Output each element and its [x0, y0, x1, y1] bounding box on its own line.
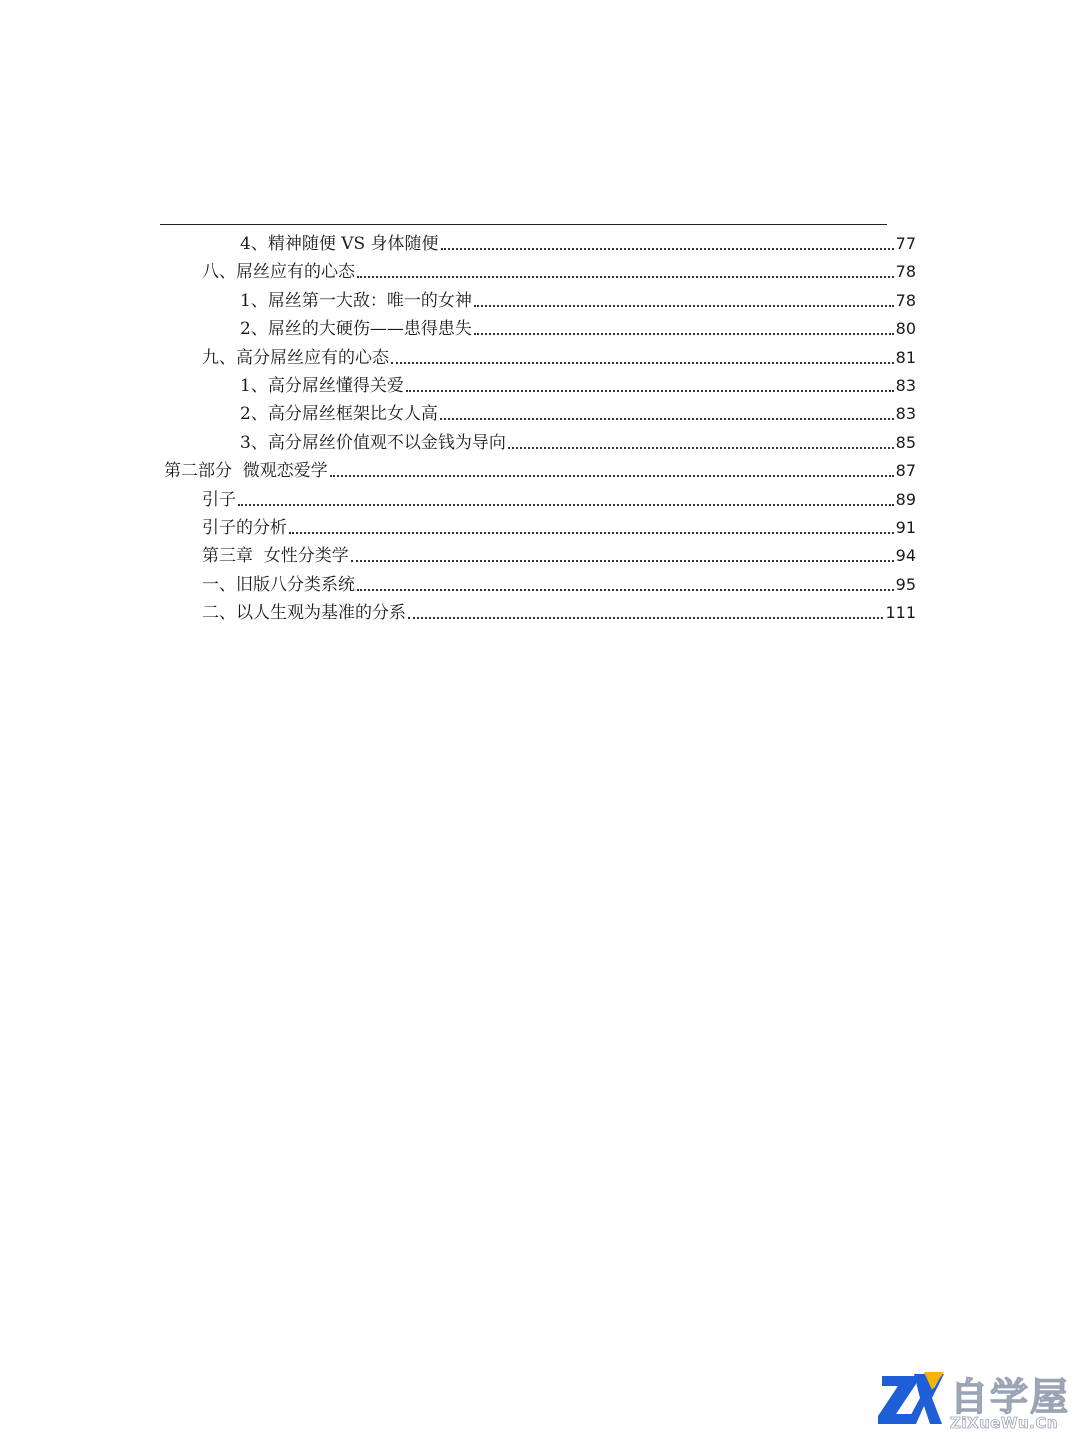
toc-dot-leader [289, 532, 894, 534]
toc-entry-page: 81 [895, 347, 916, 367]
toc-entry-label: 3、高分屌丝价值观不以金钱为导向 [240, 432, 506, 453]
toc-dot-leader [357, 589, 894, 591]
toc-entry-label: 一、旧版八分类系统 [202, 574, 355, 595]
toc-entry-label: 九、高分屌丝应有的心态 [202, 347, 389, 368]
toc-entry-label: 八、屌丝应有的心态 [202, 262, 355, 283]
toc-dot-leader [474, 333, 894, 335]
toc-entry-label: 第三章 女性分类学 [202, 546, 349, 567]
toc-entry-page: 83 [895, 404, 916, 424]
toc-entry-page: 77 [895, 234, 916, 253]
toc-dot-leader [440, 418, 894, 420]
watermark-site: ZiXueWu.Cn [950, 1414, 1059, 1432]
toc-entry [202, 596, 916, 624]
toc-entry-label: 1、高分屌丝懂得关爱 [240, 376, 404, 396]
toc-dot-leader [330, 475, 894, 477]
header-rule [160, 224, 887, 225]
toc-entry [202, 255, 916, 283]
toc-dot-leader [406, 390, 894, 392]
watermark-logo [876, 1364, 1076, 1434]
toc-entry [202, 539, 916, 567]
watermark-brand: 自学屋 [950, 1375, 1071, 1419]
toc-dot-leader [391, 362, 894, 364]
zx-logo-icon [876, 1370, 944, 1428]
toc-dot-leader [351, 560, 894, 562]
toc-dot-leader [238, 504, 894, 506]
toc-entry-page: 89 [895, 489, 916, 509]
toc-dot-leader [408, 617, 883, 619]
toc-entry-page: 78 [895, 262, 916, 282]
toc-entry-label: 1、屌丝第一大敌：唯一的女神 [240, 290, 472, 311]
toc-entry-label: 引子的分析 [202, 518, 287, 538]
toc-entry-page: 94 [895, 546, 916, 566]
toc-entry [240, 397, 916, 425]
toc-entry [240, 369, 916, 397]
toc-entry [202, 341, 916, 369]
toc-dot-leader [474, 305, 894, 307]
toc-entry-label: 引子 [202, 489, 236, 510]
toc-entry-label: 二、以人生观为基准的分系 [202, 603, 406, 624]
toc-entry [240, 227, 916, 255]
toc-entry [202, 568, 916, 596]
toc-entry [202, 511, 916, 539]
toc-entry-page: 85 [895, 432, 916, 452]
toc-entry [240, 284, 916, 312]
toc-entry-label: 2、高分屌丝框架比女人高 [240, 404, 438, 425]
toc-entry [240, 426, 916, 454]
toc-entry-page: 83 [895, 376, 916, 395]
toc-entry-label: 第二部分 微观恋爱学 [164, 461, 328, 482]
toc-entry-label: 2、屌丝的大硬伤——患得患失 [240, 319, 472, 340]
toc-entry-page: 87 [895, 461, 916, 481]
toc-entry-page: 95 [895, 574, 916, 594]
toc-entry [240, 312, 916, 340]
toc-entry-page: 80 [895, 319, 916, 339]
toc-dot-leader [508, 447, 894, 449]
toc-entry [202, 483, 916, 511]
toc-entry-page: 91 [895, 518, 916, 537]
toc-entry-page: 111 [885, 603, 916, 623]
toc-entry-label: 4、精神随便 VS 身体随便 [240, 234, 439, 254]
toc-entry-page: 78 [895, 290, 916, 310]
toc-entry [164, 454, 916, 482]
toc-dot-leader [441, 248, 894, 250]
toc-dot-leader [357, 276, 894, 278]
